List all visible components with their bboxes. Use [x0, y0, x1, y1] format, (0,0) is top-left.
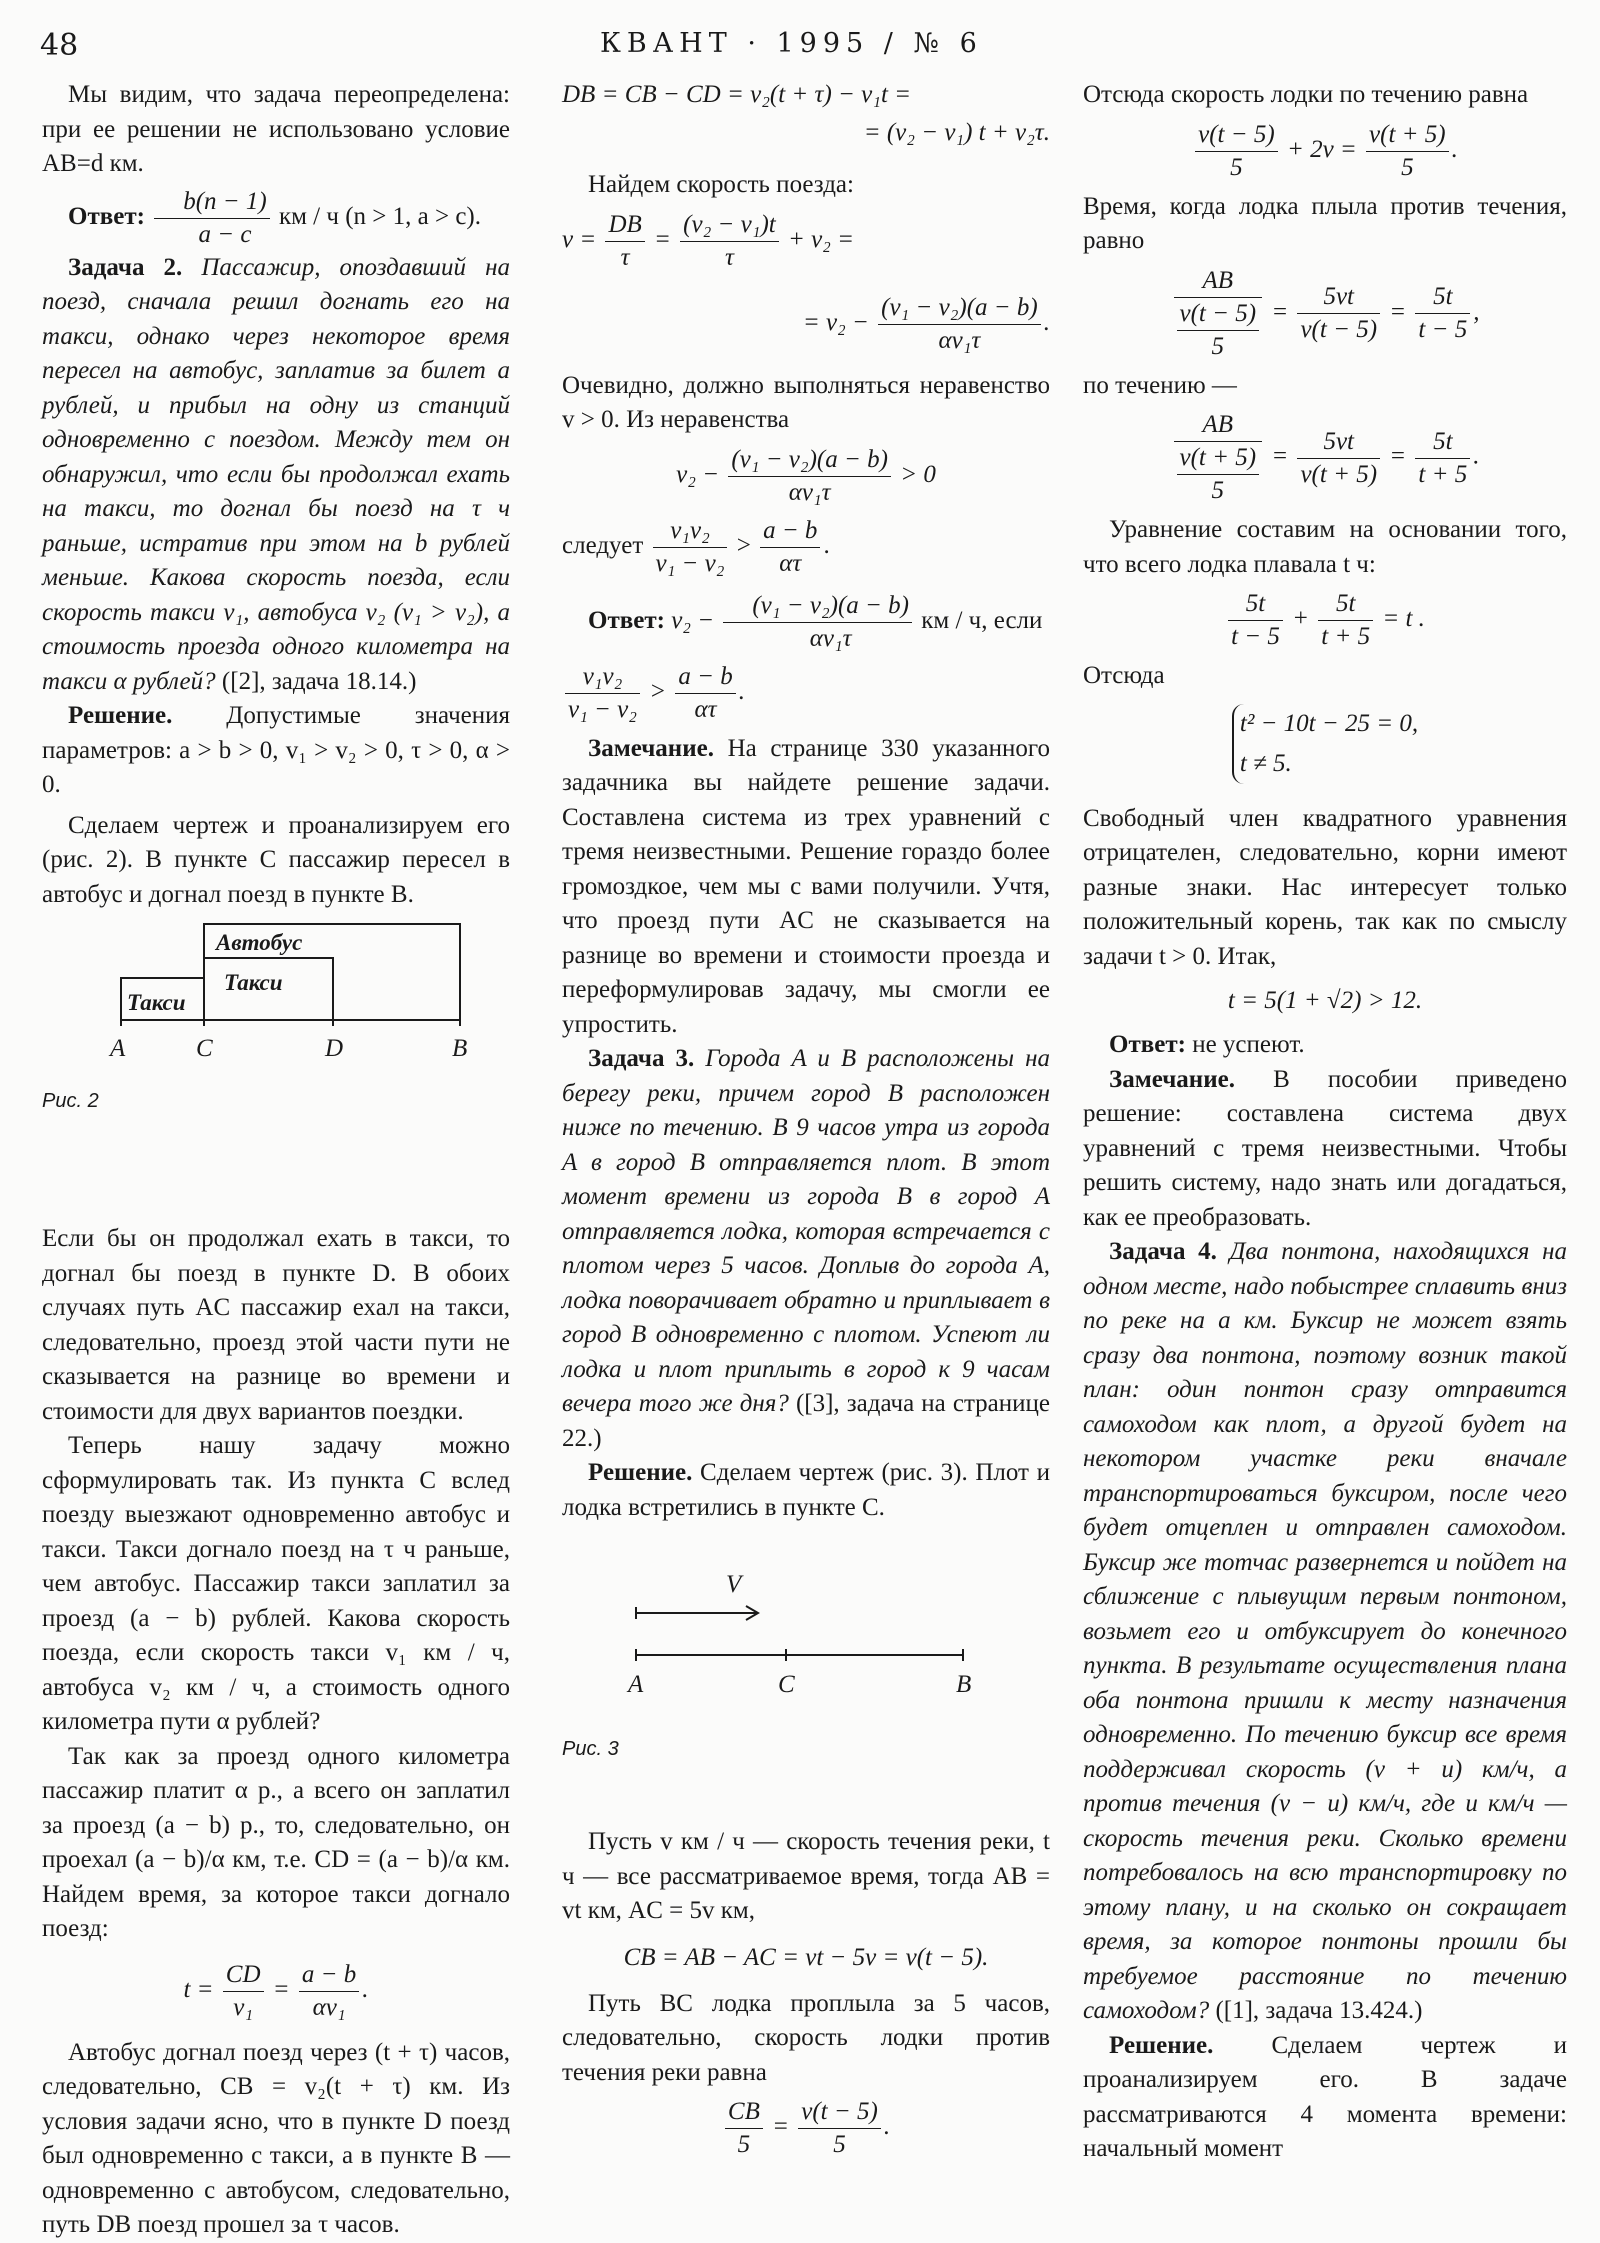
formula-t: t = $\frac{CD}{\text{v₁}}$ = $\frac{a - b}{\text{αv₁}}$ .	[183, 1960, 369, 2021]
paragraph-equation: Уравнение составим на основании того, что всего лодка плавала t ч:	[1083, 516, 1567, 578]
remark-2: Замечание. На странице 330 указанного задачника вы найдете решение задачи. Составлена система из трех уравнений с тремя неизвестными. Решение гораздо более громоздкое, чем мы с вами получили. Учтя, что проезд пути AC не сказывается на разнице во времени и стоимости проезда и переформулировав задачу, мы смогли ее упростить.	[562, 734, 1050, 1038]
running-title: КВАНТ · 1995 / № 6	[600, 28, 983, 59]
figure-3	[620, 1570, 1000, 1700]
paragraph-downstream: по течению —	[1083, 371, 1237, 399]
paragraph-obviously: Очевидно, должно выполняться неравенство v > 0. Из неравенства	[562, 371, 1050, 433]
point-A: A	[628, 1671, 644, 1698]
formula-inequality: v₂ − $\frac{\text{(v₁ − v₂)(a − b)}}{\text{αv₁τ}}$ > 0	[676, 445, 936, 506]
label-taxi-upper: Такси	[224, 970, 283, 995]
column-3	[1083, 78, 1567, 2167]
point-C: C	[778, 1671, 795, 1698]
formula-total-time: $\frac{5t}{t - 5}$ + $\frac{5t}{t + 5}$ = t .	[1083, 588, 1567, 653]
remark-3: Замечание. В пособии приведено решение: составлена система двух уравнений с тремя неизвестными. Чтобы решить систему, надо знать или догадаться, как ее преобразовать.	[1083, 1065, 1567, 1231]
paragraph-find-speed: Найдем скорость поезда:	[588, 171, 854, 198]
paragraph-downstream-speed: Отсюда скорость лодки по течению равна	[1083, 81, 1529, 108]
solution-3: Решение. Сделаем чертеж (рис. 3). Плот и лодка встретились в пункте C.	[562, 1459, 1050, 1521]
answer-2-condition: $\frac{\text{v₁v₂}}{\text{v₁ − v₂}}$ > $\frac{a - b}{\alpha\tau}$ .	[562, 661, 1050, 726]
task-4: Задача 4. Два понтона, находящихся на одном месте, надо побыстрее сплавить вниз по реке на a км. Буксир не может взять сразу два понтона, поэтому возник такой план: один понтон сразу отправится самоходом как плот, а другой будет на некотором участке реки вначале транспортироваться буксиром, после чего будет отцеплен и отправлен самоходом. Буксир же тотчас развернется и пойдет на сближение с плывущим первым понтоном, возьмет его и отбуксирует до конечного пункта. В результате осуществления плана оба понтона пришли к месту назначения одновременно. По течению буксир все время поддерживал скорость (v + u) км/ч, а против течения (v − u) км/ч, где u км/ч — скорость течения реки. Сколько времени потребовалось на всю транспортировку по этому плану, и на сколько он сокращает время, за которое понтоны прошли бы требуемое расстояние по течению самоходом? ([1], задача 13.424.)	[1083, 1238, 1567, 2024]
answer-2: Ответ: v₂ − $\frac{\text{(v₁ − v₂)(a − b)}}{\text{αv₁τ}}$ км / ч, если	[588, 591, 1043, 652]
page-number: 48	[40, 28, 79, 63]
solution-2: Решение. Допустимые значения параметров: a > b > 0, v₁ > v₂ > 0, τ > 0, α > 0.	[42, 702, 510, 798]
paragraph-free-term: Свободный член квадратного уравнения отрицателен, следовательно, корни имеют разные знаки. Нас интересует только положительный корень, так как по смыслу задачи t > 0. Итак,	[1083, 804, 1567, 970]
formula-downstream: $\frac{v(t - 5)}{5}$ + 2v = $\frac{v(t + 5)}{5}$ .	[1083, 119, 1567, 184]
solution-4: Решение. Сделаем чертеж и проанализируем его. В задаче рассматриваются 4 момента времени: начальный момент	[1083, 2031, 1567, 2162]
task-3: Задача 3. Города A и B расположены на берегу реки, причем город B расположен ниже по течению. В 9 часов утра из города A в город B отправляется плот. В этот момент времени из города B в город A отправляется лодка, которая встречается с плотом через 5 часов. Доплыв до города A, лодка поворачивает обратно и приплывает в город B одновременно с плотом. Успеют ли лодка и плот приплыть в город к 9 часам вечера того же дня? ([3], задача на странице 22.)	[562, 1045, 1050, 1452]
formula-downstream-time: $\frac{AB}{\frac{v(t + 5)}{5}}$ = $\frac{5vt}{v(t + 5)}$ = $\frac{5t}{t + 5}$ .	[1083, 409, 1567, 507]
equation-system: t² − 10t − 25 = 0, t ≠ 5.	[1083, 704, 1567, 784]
paragraph-since: Так как за проезд одного километра пассажир платит α р., а всего он заплатил за проезд (a − b) р., то, следовательно, он проехал (a − b)/α км, т.е. CD = (a − b)/α км. Найдем время, за которое такси догнало поезд:	[42, 1742, 510, 1942]
formula-v-1: v = $\frac{DB}{\tau}$ = $\frac{\text{(v₂ − v₁)t}}{\tau}$ + v₂ =	[562, 210, 854, 271]
paragraph-if-taxi: Если бы он продолжал ехать в такси, то догнал бы поезд в пункте D. В обоих случаях путь AC пассажир ехал на такси, следовательно, проезд этой части пути не сказывается на разнице во времени и стоимости для двух вариантов поездки.	[42, 1225, 510, 1425]
paragraph-reformulate: Теперь нашу задачу можно сформулировать так. Из пункта C вслед поезду выезжают одновременно автобус и такси. Такси догнало поезд на τ ч раньше, чем автобус. Пассажир такси заплатил за проезд (a − b) рублей. Какова скорость поезда, если скорость такси v₁ км / ч, автобуса v₂ км / ч, а стоимость одного километра пути α рублей?	[42, 1432, 510, 1735]
point-A: A	[110, 1035, 126, 1062]
figure-2-caption: Рис. 2	[42, 1090, 99, 1112]
figure-2	[100, 910, 500, 1080]
formula-db-line1: DB = CB − CD = v₂(t + τ) − v₁t =	[562, 81, 912, 108]
formula-upstream-time: $\frac{AB}{\frac{v(t - 5)}{5}}$ = $\frac{5vt}{v(t - 5)}$ = $\frac{5t}{t - 5}$ ,	[1083, 265, 1567, 363]
label-taxi-lower: Такси	[127, 990, 186, 1015]
formula-upstream-speed: $\frac{CB}{5}$ = $\frac{v(t - 5)}{5}$ .	[562, 2096, 1050, 2161]
task-2: Задача 2. Пассажир, опоздавший на поезд, сначала решил догнать его на такси, однако через некоторое время пересел на автобус, заплатив за билет a рублей, и прибыл на одну из станций одновременно с поездом. Между тем он обнаружил, что если бы продолжал ехать на такси, то догнал бы поезд на τ ч раньше, истратив при этом на b рублей меньше. Какова скорость поезда, если скорость такси v₁, автобуса v₂ (v₁ > v₂), а стоимость проезда одного километра на такси α рублей? ([2], задача 18.14.)	[42, 253, 510, 695]
paragraph-hence: Отсюда	[1083, 662, 1165, 689]
fraction: $\frac{b(n - 1)}{a - c}$	[154, 186, 270, 251]
formula-db-line2: = (v₂ − v₁) t + v₂τ.	[863, 119, 1050, 146]
velocity-label: V	[726, 1571, 742, 1598]
formula-follows: следует $\frac{\text{v₁v₂}}{\text{v₁ − v₂}}$ > $\frac{a - b}{\alpha\tau}$ .	[562, 516, 830, 577]
paragraph-path-bc: Путь BC лодка проплыла за 5 часов, следовательно, скорость лодки против течения реки равна	[562, 1989, 1050, 2086]
answer-1: Ответ: $\frac{b(n - 1)}{a - c}$ км / ч (n > 1, a > c).	[42, 186, 510, 251]
column-1	[42, 78, 510, 2243]
paragraph-upstream-time: Время, когда лодка плыла против течения, равно	[1083, 192, 1567, 254]
answer-label: Ответ:	[68, 202, 145, 230]
point-D: D	[325, 1035, 344, 1062]
formula-root: t = 5(1 + √2) > 12.	[1227, 987, 1423, 1014]
point-B: B	[452, 1035, 468, 1062]
label-bus: Автобус	[216, 930, 303, 955]
answer-3: Ответ: не успеют.	[1109, 1031, 1305, 1058]
formula-cb: CB = AB − AC = vt − 5v = v(t − 5).	[623, 1943, 989, 1971]
point-C: C	[196, 1035, 213, 1062]
formula-v-2: = v₂ − $\frac{\text{(v₁ − v₂)(a − b)}}{\text{αv₁τ}}$ .	[802, 293, 1050, 354]
figure-3-caption: Рис. 3	[562, 1738, 619, 1760]
point-B: B	[956, 1671, 972, 1698]
column-2	[562, 78, 1050, 2167]
paragraph-bus: Автобус догнал поезд через (t + τ) часов, следовательно, CB = v₂(t + τ) км. Из условия задачи ясно, что в пункте D поезд был одновременно с такси, а в пункте B — одновременно с автобусом, следовательно, путь DB поезд прошел за τ часов.	[42, 2038, 510, 2238]
paragraph-drawing: Сделаем чертеж и проанализируем его (рис. 2). В пункте C пассажир пересел в автобус и догнал поезд в пункте B.	[42, 811, 510, 908]
paragraph-overdetermined: Мы видим, что задача переопределена: при ее решении не использовано условие AB=d км.	[42, 81, 510, 177]
paragraph-let: Пусть v км / ч — скорость течения реки, t ч — все рассматриваемое время, тогда AB = vt км, AC = 5v км,	[562, 1828, 1050, 1924]
